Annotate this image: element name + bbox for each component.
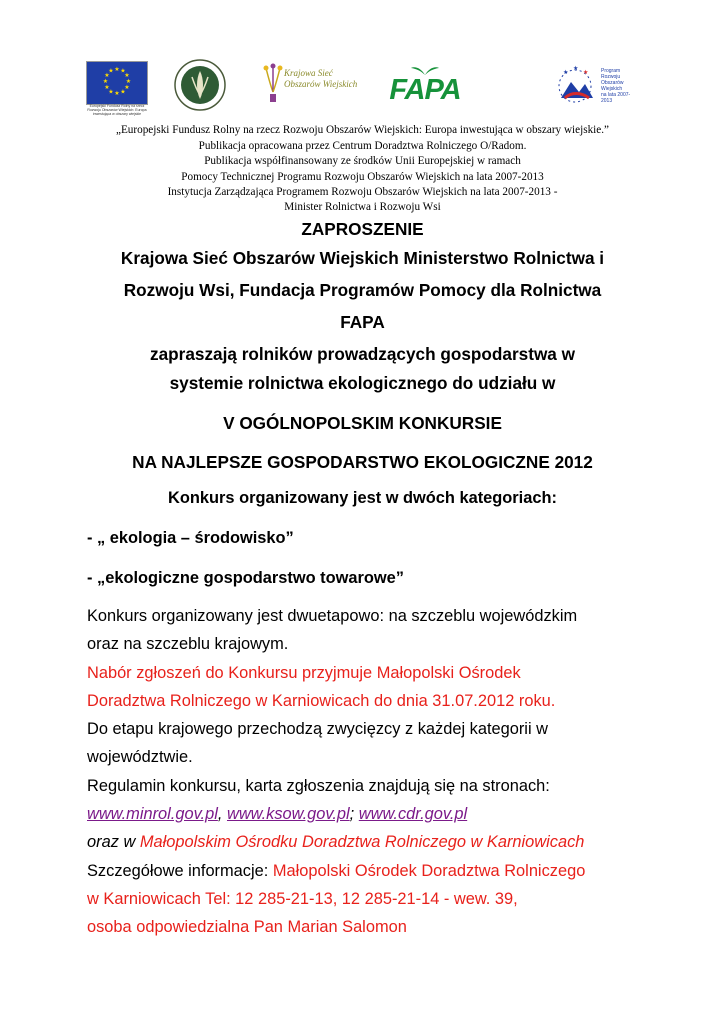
category-item: - „ ekologia – środowisko” xyxy=(87,529,294,547)
header-line: Instytucja Zarządzająca Programem Rozwoju Obszarów Wiejskich na lata 2007-2013 - xyxy=(167,186,558,198)
svg-text:★: ★ xyxy=(583,70,589,76)
modr-line xyxy=(87,828,687,856)
categories-intro: Konkurs organizowany jest w dwóch kategoriach: xyxy=(168,489,557,507)
svg-text:★: ★ xyxy=(125,79,132,85)
svg-text:★: ★ xyxy=(120,89,126,96)
invitation-heading xyxy=(0,216,725,338)
body-line: oraz na szczeblu krajowym. xyxy=(87,635,289,654)
header-line: Minister Rolnictwa i Rozwoju Wsi xyxy=(284,200,441,213)
svg-text:★: ★ xyxy=(108,68,114,75)
eu-flag-logo xyxy=(86,61,148,105)
prow-logo xyxy=(551,62,641,108)
prow-line3: Obszarów xyxy=(601,80,624,86)
body-line-deadline: Doradztwa Rolniczego w Karniowicach do dnia 31.07.2012 roku. xyxy=(87,691,556,710)
body-line: województwie. xyxy=(87,748,193,767)
ksow-line1: Krajowa Sieć xyxy=(284,68,333,78)
svg-text:★: ★ xyxy=(114,67,120,73)
prow-line4: Wiejskich xyxy=(601,86,623,92)
svg-text:★: ★ xyxy=(104,85,110,91)
details-body xyxy=(87,602,687,942)
fapa-wordmark: FAPA xyxy=(389,74,461,106)
body-line-deadline: Nabór zgłoszeń do Konkursu przyjmuje Małopolski Ośrodek xyxy=(87,663,521,682)
eu-caption: Europejski Fundusz Rolny na rzecz Rozwoju Obszarów Wiejskich: Europa inwestująca w obszary wiejskie xyxy=(87,104,147,116)
details-phone: w Karniowicach Tel: 12 285-21-13, 12 285-21-14 - wew. 39, xyxy=(87,889,518,908)
link-separator: , xyxy=(217,805,227,824)
invitation-title: ZAPROSZENIE xyxy=(301,219,424,239)
header-line: Publikacja opracowana przez Centrum Doradztwa Rolniczego O/Radom. xyxy=(198,139,527,152)
invitation-line: zapraszają rolników prowadzących gospodarstwa w xyxy=(149,344,576,364)
prow-line1: Program xyxy=(601,68,621,74)
oraz-w-text: oraz w xyxy=(87,833,140,852)
svg-text:★: ★ xyxy=(120,68,126,75)
link-minrol[interactable]: www.minrol.gov.pl xyxy=(87,805,218,824)
invitation-line: systemie rolnictwa ekologicznego do udziału w xyxy=(169,373,556,393)
ksow-line2: Obszarów Wiejskich xyxy=(284,79,358,89)
body-line: Do etapu krajowego przechodzą zwycięzcy z każdej kategorii w xyxy=(87,720,548,739)
ksow-logo xyxy=(262,62,362,106)
svg-text:★: ★ xyxy=(102,79,109,85)
header-line: „Europejski Fundusz Rolny na rzecz Rozwoju Obszarów Wiejskich: Europa inwestująca w obszary wiejskie.” xyxy=(115,124,609,136)
svg-text:★: ★ xyxy=(104,73,110,79)
details-org: Małopolski Ośrodek Doradztwa Rolniczego xyxy=(272,861,586,880)
svg-text:★: ★ xyxy=(108,89,114,96)
svg-text:★: ★ xyxy=(573,66,579,72)
link-cdr[interactable]: www.cdr.gov.pl xyxy=(358,805,468,824)
header-line: Pomocy Technicznej Programu Rozwoju Obszarów Wiejskich na lata 2007-2013 xyxy=(181,170,544,183)
body-line: Konkurs organizowany jest dwuetapowo: na szczeblu wojewódzkim xyxy=(87,607,578,625)
category-item: - „ekologiczne gospodarstwo towarowe” xyxy=(87,569,404,587)
body-line: Regulamin konkursu, karta zgłoszenia znajdują się na stronach: xyxy=(87,776,550,795)
svg-text:★: ★ xyxy=(124,73,130,79)
svg-text:★: ★ xyxy=(563,70,569,76)
details-person: osoba odpowiedzialna Pan Marian Salomon xyxy=(87,918,407,937)
header-line: Publikacja współfinansowany ze środków Unii Europejskiej w ramach xyxy=(204,155,521,167)
prow-line2: Rozwoju xyxy=(601,74,621,80)
organizers-line: Krajowa Sieć Obszarów Wiejskich Ministerstwo Rolnictwa i xyxy=(120,248,605,268)
organizers-line: FAPA xyxy=(340,312,385,332)
prow-line5: na lata 2007-2013 xyxy=(601,92,631,104)
details-label: Szczegółowe informacje: xyxy=(87,861,273,880)
svg-text:★: ★ xyxy=(114,91,120,97)
fapa-logo xyxy=(387,62,463,106)
link-separator: ; xyxy=(349,805,359,824)
modr-name: Małopolskim Ośrodku Doradztwa Rolniczego w Karniowicach xyxy=(139,833,585,852)
links-line xyxy=(87,800,687,828)
invitation-text xyxy=(0,340,725,398)
details-line xyxy=(87,857,687,885)
link-ksow[interactable]: www.ksow.gov.pl xyxy=(226,805,350,824)
svg-text:★: ★ xyxy=(124,85,130,91)
logo-bar xyxy=(0,0,725,120)
contest-name-line1: V OGÓLNOPOLSKIM KONKURSIE xyxy=(223,413,502,433)
publication-header xyxy=(0,123,725,214)
ministry-seal-logo xyxy=(174,59,226,111)
organizers-line: Rozwoju Wsi, Fundacja Programów Pomocy dla Rolnictwa xyxy=(123,280,602,300)
contest-name-line2: NA NAJLEPSZE GOSPODARSTWO EKOLOGICZNE 2012 xyxy=(132,452,593,472)
